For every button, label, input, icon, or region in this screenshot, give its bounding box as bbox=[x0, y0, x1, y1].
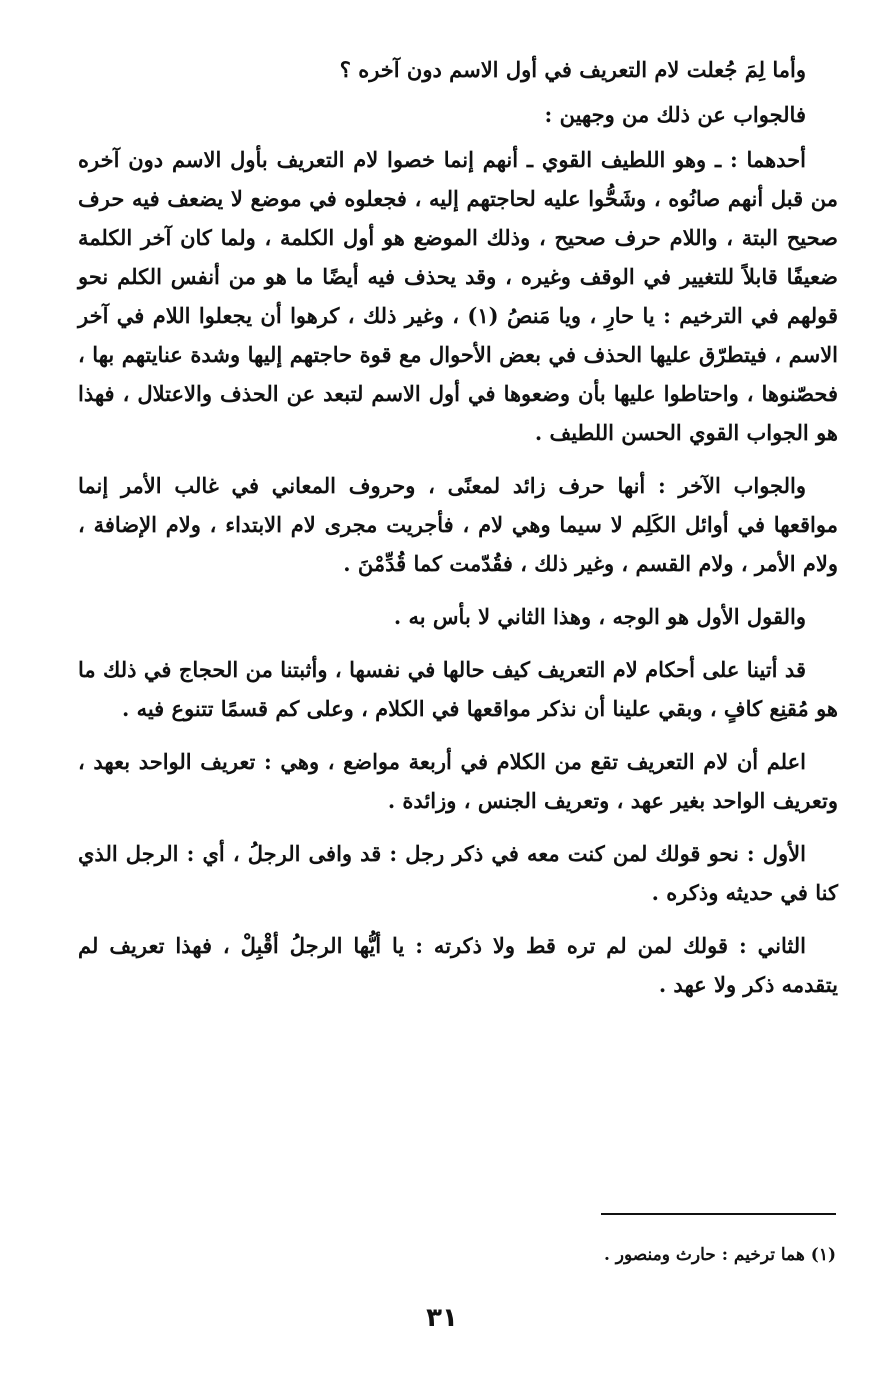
second-position-paragraph: الثاني : قولك لمن لم تره قط ولا ذكرته : يا أيُّها الرجلُ أقْبِلْ ، فهذا تعريف لم يتقدمه ذكر ولا عهد . bbox=[78, 933, 838, 997]
first-position-paragraph: الأول : نحو قولك لمن كنت معه في ذكر رجل : قد وافى الرجلُ ، أي : الرجل الذي كنا في حديثه وذكره . bbox=[78, 841, 838, 905]
first-answer-paragraph: أحدهما : ـ وهو اللطيف القوي ـ أنهم إنما خصوا لام التعريف بأول الاسم دون آخره من قبل أنهم صانُوه ، وشَحُّوا عليه لحاجتهم إليه ، فجعلوه في موضع لا يضعف فيه حرف صحيح البتة ، واللام حرف صحيح ، وذلك الموضع هو أول الكلمة ، ولما كان آخر الكلمة ضعيفًا قابلاً للتغيير في الوقف وغيره ، وقد يحذف فيه أيضًا ما هو من أنفس الكلم نحو قولهم في الترخيم : يا حارِ ، ويا مَنصُ (١) ، وغير ذلك ، كرهوا أن يجعلوا اللام في آخر الاسم ، فيتطرّق عليها الحذف في بعض الأحوال مع قوة حاجتهم إليها وشدة عنايتهم بها ، فحصّنوها ، واحتاطوا عليها بأن وضعوها في أول الاسم لتبعد عن الحذف والاعتلال ، فهذا هو الجواب القوي الحسن اللطيف . bbox=[78, 147, 839, 445]
page-body bbox=[78, 50, 838, 1004]
footnote: (١) هما ترخيم : حارث ومنصور . bbox=[603, 1245, 836, 1265]
second-answer-paragraph: والجواب الآخر : أنها حرف زائد لمعنًى ، وحروف المعاني في غالب الأمر إنما مواقعها في أوائل الكَلِم لا سيما وهي لام ، فأجريت مجرى لام الابتداء ، ولام الإضافة ، ولام الأمر ، ولام القسم ، وغير ذلك ، فقُدّمت كما قُدِّمْنَ . bbox=[78, 473, 838, 576]
transition-paragraph: قد أتينا على أحكام لام التعريف كيف حالها في نفسها ، وأثبتنا من الحجاج في ذلك ما هو مُقنِع كافٍ ، وبقي علينا أن نذكر مواقعها في الكلام ، وعلى كم قسمًا تتنوع فيه . bbox=[78, 657, 838, 721]
four-positions-paragraph: اعلم أن لام التعريف تقع من الكلام في أربعة مواضع ، وهي : تعريف الواحد بعهد ، وتعريف الواحد بغير عهد ، وتعريف الجنس ، وزائدة . bbox=[78, 749, 838, 813]
preference-paragraph: والقول الأول هو الوجه ، وهذا الثاني لا بأس به . bbox=[393, 604, 806, 629]
footnote-divider bbox=[601, 1213, 836, 1215]
answer-intro-paragraph: فالجواب عن ذلك من وجهين : bbox=[544, 102, 806, 127]
question-paragraph: وأما لِمَ جُعلت لام التعريف في أول الاسم دون آخره ؟ bbox=[339, 57, 806, 82]
page-number: ٣١ bbox=[426, 1303, 458, 1333]
